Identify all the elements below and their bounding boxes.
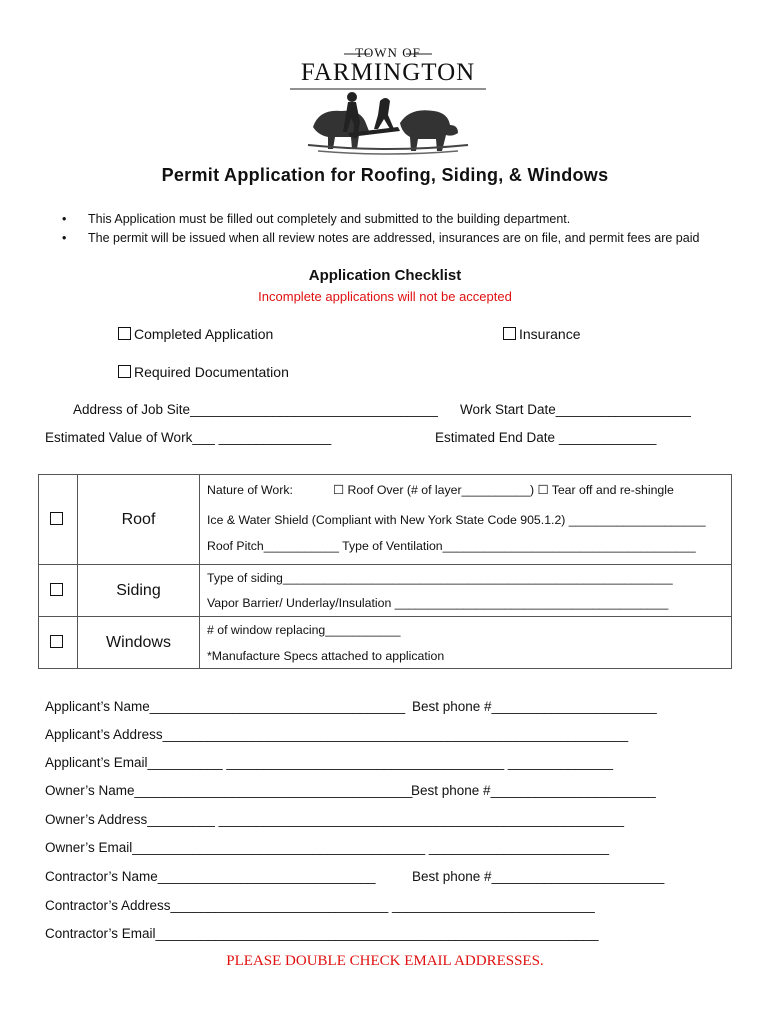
checkbox-icon[interactable] (50, 635, 63, 648)
table-row (39, 617, 732, 669)
list-item: • The permit will be issued when all review notes are addressed, insurances are on file, and permit fees are paid (62, 230, 700, 245)
job-address-field[interactable]: Address of Job Site_________________________________ (73, 402, 438, 417)
applicant-name-field[interactable]: Applicant’s Name__________________________________ (45, 699, 406, 714)
roof-pitch-ventilation-field[interactable]: Roof Pitch___________ Type of Ventilation_____________________________________ (207, 539, 696, 553)
windows-checkbox[interactable] (39, 617, 78, 669)
instructions-list (62, 210, 699, 247)
windows-label: Windows (78, 617, 200, 669)
roof-label: Roof (78, 475, 200, 565)
owner-phone-field[interactable]: Best phone #______________________ (411, 783, 656, 798)
applicant-email-field[interactable]: Applicant’s Email__________ _____________________________________ ______________ (45, 755, 614, 770)
applicant-address-field[interactable]: Applicant’s Address______________________________________________________________ (45, 727, 629, 742)
roof-checkbox[interactable] (39, 475, 78, 565)
logo-name-text: FARMINGTON (300, 59, 476, 86)
ice-water-shield-field[interactable]: Ice & Water Shield (Compliant with New York State Code 905.1.2) ____________________ (207, 513, 706, 527)
checkbox-completed-application[interactable] (118, 326, 273, 342)
owner-email-field[interactable]: Owner’s Email_______________________________________ ________________________ (45, 840, 610, 855)
logo-town-text: TOWN OF (355, 45, 421, 60)
work-type-table (38, 474, 732, 669)
checkbox-icon[interactable] (50, 512, 63, 525)
table-row (39, 475, 732, 565)
checkbox-icon[interactable] (503, 327, 516, 340)
table-row (39, 565, 732, 617)
owner-name-field[interactable]: Owner’s Name_____________________________________ (45, 783, 413, 798)
checkbox-icon[interactable] (50, 583, 63, 596)
siding-label: Siding (78, 565, 200, 617)
work-start-date-field[interactable]: Work Start Date__________________ (460, 402, 691, 417)
checkbox-label: Insurance (519, 326, 581, 342)
windows-details (200, 617, 732, 669)
page-title: Permit Application for Roofing, Siding, & Windows (161, 165, 609, 185)
checkbox-required-documentation[interactable] (118, 364, 289, 380)
vapor-barrier-field[interactable]: Vapor Barrier/ Underlay/Insulation ________________________________________ (207, 596, 669, 610)
checklist-title: Application Checklist (308, 267, 462, 284)
plow-engraving-icon (288, 45, 488, 163)
bullet-text: The permit will be issued when all review notes are addressed, insurances are on file, and permit fees are paid (88, 230, 700, 245)
bullet-text: This Application must be filled out completely and submitted to the building department. (88, 212, 571, 226)
contractor-phone-field[interactable]: Best phone #_______________________ (412, 869, 665, 884)
siding-details (200, 565, 732, 617)
siding-checkbox[interactable] (39, 565, 78, 617)
window-count-field[interactable]: # of window replacing___________ (207, 623, 401, 637)
list-item: • This Application must be filled out completely and submitted to the building department. (62, 212, 571, 226)
checkbox-label: Completed Application (134, 326, 274, 342)
checklist-warning: Incomplete applications will not be accepted (258, 289, 512, 304)
checkbox-icon[interactable] (118, 365, 131, 378)
owner-address-field[interactable]: Owner’s Address_________ ______________________________________________________ (45, 812, 625, 827)
contractor-name-field[interactable]: Contractor’s Name_____________________________ (45, 869, 376, 884)
applicant-phone-field[interactable]: Best phone #______________________ (412, 699, 657, 714)
roof-type-options[interactable]: ☐ Roof Over (# of layer__________) ☐ Tear off and re-shingle (333, 483, 674, 497)
contractor-email-field[interactable]: Contractor’s Email___________________________________________________________ (45, 926, 599, 941)
town-logo (288, 45, 488, 163)
estimated-value-field[interactable]: Estimated Value of Work___ _______________ (45, 430, 332, 445)
siding-type-field[interactable]: Type of siding_________________________________________________________ (207, 571, 673, 585)
email-warning-note: PLEASE DOUBLE CHECK EMAIL ADDRESSES. (226, 953, 544, 969)
checkbox-icon[interactable] (118, 327, 131, 340)
contractor-address-field[interactable]: Contractor’s Address_____________________________ ___________________________ (45, 898, 595, 913)
roof-details (200, 475, 732, 565)
manufacture-specs-note: *Manufacture Specs attached to application (207, 649, 445, 663)
checkbox-label: Required Documentation (134, 364, 289, 380)
nature-of-work-label: Nature of Work: (207, 483, 293, 497)
checkbox-insurance[interactable] (503, 326, 580, 342)
estimated-end-date-field[interactable]: Estimated End Date _____________ (435, 430, 657, 445)
